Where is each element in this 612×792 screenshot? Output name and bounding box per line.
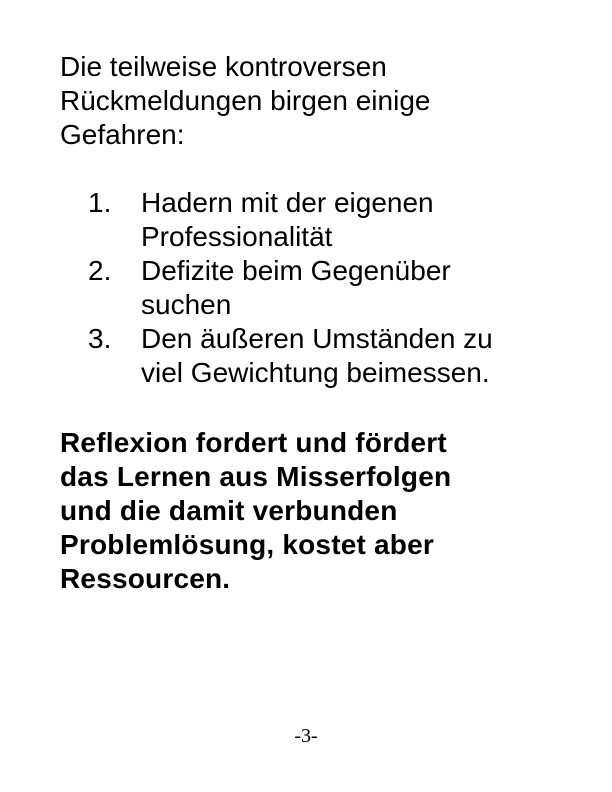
intro-line: Gefahren: — [60, 119, 185, 150]
list-item — [60, 254, 580, 322]
conclusion-line: Ressourcen. — [60, 563, 231, 594]
list-item-text: Den äußeren Umständen zu — [141, 323, 493, 354]
list-item-text: suchen — [141, 289, 232, 320]
conclusion-line: Reflexion fordert und fördert — [60, 427, 447, 458]
conclusion-paragraph — [60, 426, 580, 596]
conclusion-line: das Lernen aus Misserfolgen — [60, 461, 452, 492]
list-item-text: viel Gewichtung beimessen. — [141, 357, 490, 388]
conclusion-line: Problemlösung, kostet aber — [60, 529, 434, 560]
list-item — [60, 186, 580, 254]
list-item-number: 1. — [88, 187, 112, 218]
intro-paragraph — [60, 50, 580, 152]
conclusion-line: und die damit verbunden — [60, 495, 398, 526]
intro-line: Die teilweise kontroversen — [60, 51, 387, 82]
page-number: -3- — [294, 725, 318, 747]
list-item — [60, 322, 580, 390]
list-item-number: 2. — [88, 255, 112, 286]
list-item-text: Defizite beim Gegenüber — [141, 255, 451, 286]
intro-line: Rückmeldungen birgen einige — [60, 85, 431, 116]
danger-list — [60, 186, 580, 390]
list-item-text: Professionalität — [141, 221, 333, 252]
list-item-number: 3. — [88, 323, 112, 354]
list-item-text: Hadern mit der eigenen — [141, 187, 434, 218]
